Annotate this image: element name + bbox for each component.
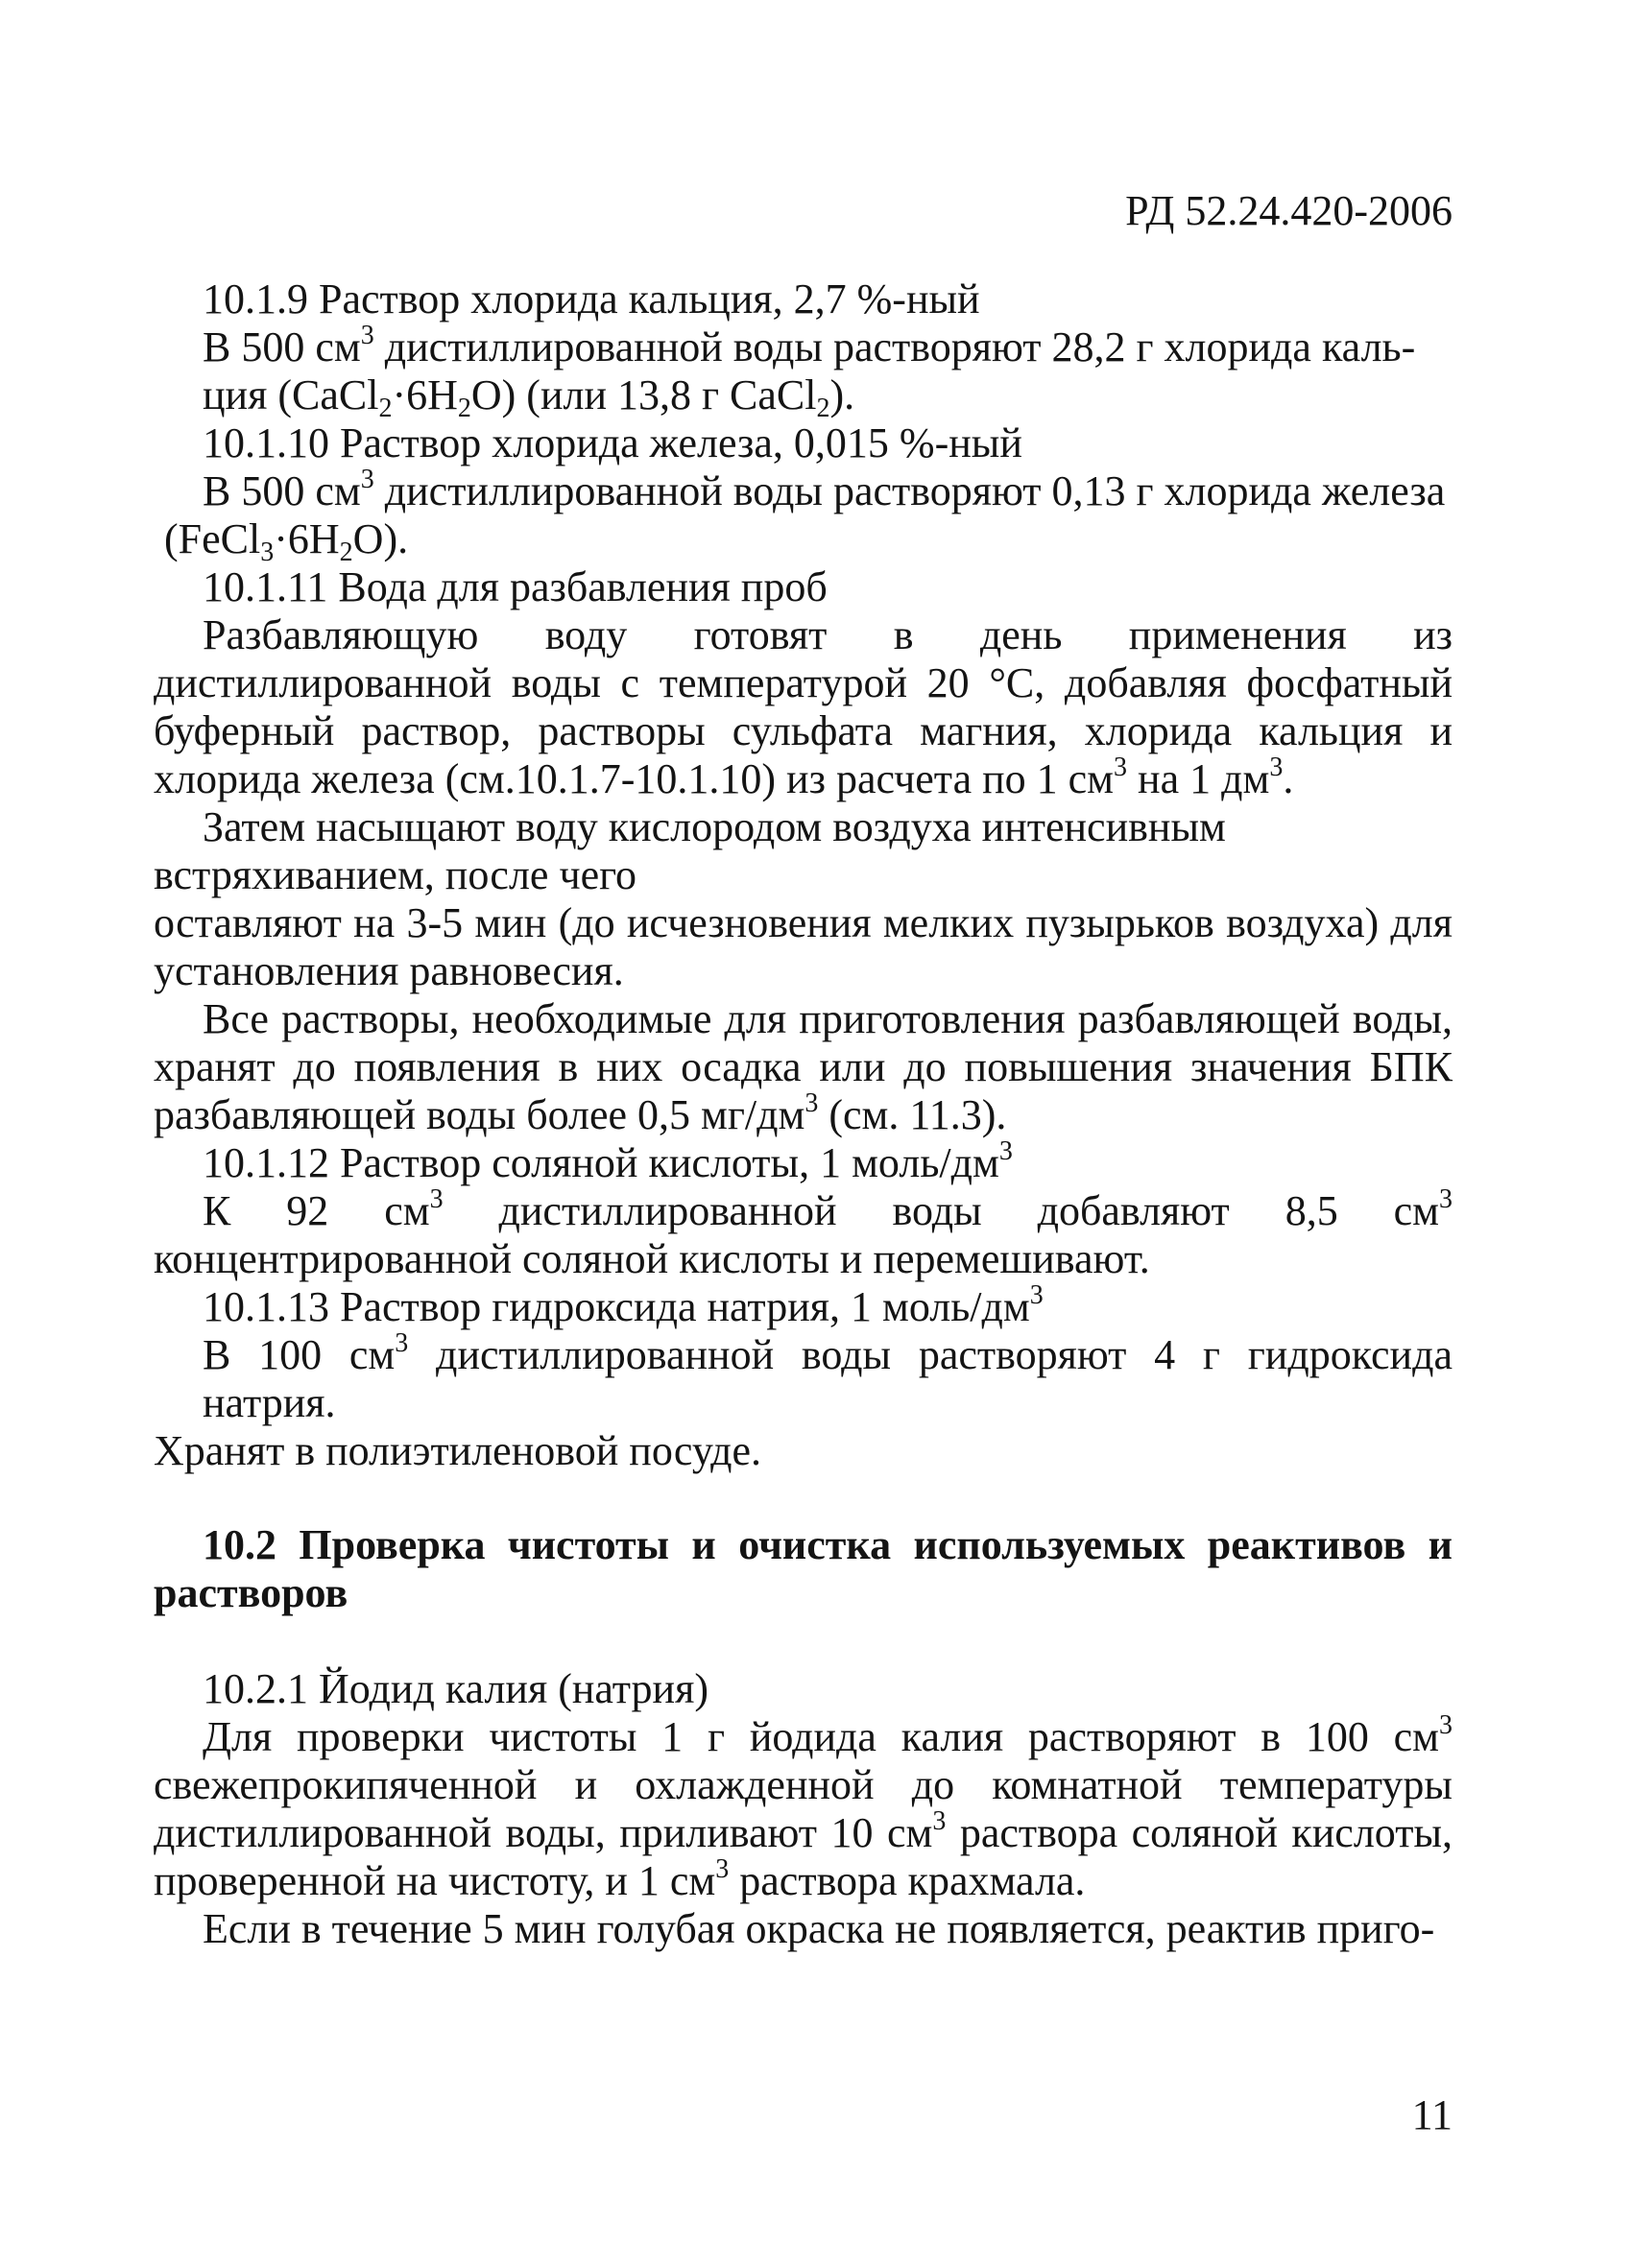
paragraph-10-1-11-d: Все растворы, необходимые для приготовления разбавляющей воды, хранят до появления в них осадка или до повышения значения БПК разбавляющей воды более 0,5 $мг/дм^3$ (см. 11.3). <box>154 995 1453 1138</box>
section-title-10-2-1: 10.2.1 Йодид калия (натрия) <box>203 1665 708 1712</box>
paragraph-10-1-9-cont: ция $(CaCl_2\cdot 6H_2O)$ (или 13,8 г CaCl$_2$). <box>203 371 855 423</box>
page-content <box>154 275 1453 1953</box>
document-code: РД 52.24.420-2006 <box>1125 187 1453 234</box>
paragraph-10-1-13-cont: Хранят в полиэтиленовой посуде. <box>154 1427 762 1474</box>
section-title-10-1-11: 10.1.11 Вода для разбавления проб <box>203 563 828 610</box>
paragraph-10-1-11-a: Разбавляющую воду готовят в день применения из дистиллированной воды с температурой 20 °С, добавляя фосфатный буферный раствор, растворы сульфата магния, хлорида кальция и хлорида железа (см.10.1.7-10.1.10) из расчета по 1 $см^3$ на 1 $дм^3$. <box>154 611 1453 802</box>
section-title-10-1-12: 10.1.12 Раствор соляной кислоты, 1 моль/$дм^3$ <box>203 1136 1013 1186</box>
paragraph-10-2-1-b: Если в течение 5 мин голубая окраска не появляется, реактив приго- <box>203 1905 1435 1952</box>
paragraph-10-1-12: К 92 $см^3$ дистиллированной воды добавляют 8,5 $см^3$ концентрированной соляной кислоты и перемешивают. <box>154 1184 1453 1282</box>
paragraph-10-1-10: В 500 $см^3$ дистиллированной воды растворяют 0,13 г хлорида железа <box>203 465 1446 514</box>
paragraph-10-2-1-a: Для проверки чистоты 1 г йодида калия растворяют в 100 $см^3$ свежепрокипяченной и охлажденной до комнатной температуры дистиллированной воды, приливают 10 $см^3$ раствора соляной кислоты, проверенной на чистоту, и 1 $см^3$ раствора крахмала. <box>154 1710 1453 1904</box>
paragraph-10-1-13: В 100 $см^3$ дистиллированной воды растворяют 4 г гидроксида натрия. <box>203 1328 1453 1426</box>
section-title-10-1-10: 10.1.10 Раствор хлорида железа, 0,015 %-ный <box>203 419 1022 466</box>
paragraph-10-1-11-b: Затем насыщают воду кислородом воздуха интенсивным встряхиванием, после чего <box>154 803 1226 898</box>
paragraph-10-1-11-c: оставляют на 3-5 мин (до исчезновения мелких пузырьков воздуха) для установления равновесия. <box>154 899 1453 994</box>
page-number: 11 <box>1411 2091 1453 2138</box>
section-title-10-1-13: 10.1.13 Раствор гидроксида натрия, 1 моль/$дм^3$ <box>203 1280 1044 1330</box>
paragraph-10-1-10-cont: $(FeCl_3\cdot 6H_2O)$. <box>164 515 409 567</box>
paragraph-10-1-9: В 500 $см^3$ дистиллированной воды растворяют 28,2 г хлорида каль- <box>203 321 1416 370</box>
section-heading-10-2: 10.2 Проверка чистоты и очистка используемых реактивов и растворов <box>154 1521 1453 1616</box>
section-title-10-1-9: 10.1.9 Раствор хлорида кальция, 2,7 %-ный <box>203 275 980 322</box>
